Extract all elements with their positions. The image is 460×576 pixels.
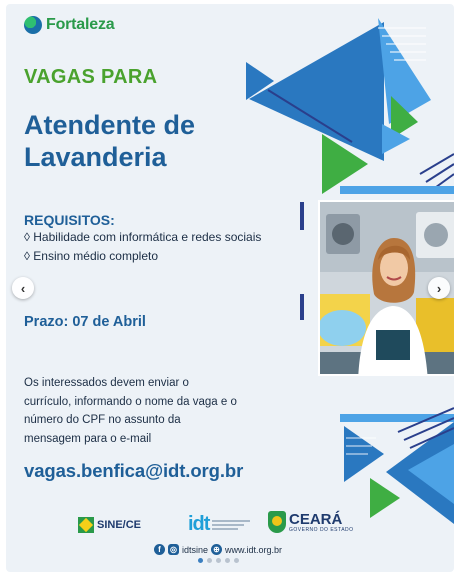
ceara-name: CEARÁ <box>289 510 343 528</box>
brand-name: Fortaleza <box>46 16 115 33</box>
requirement-item: ◊ Ensino médio completo <box>24 249 158 263</box>
light-blue-triangle <box>378 18 431 124</box>
navy-stripes <box>420 154 454 190</box>
requirements-list <box>24 228 261 266</box>
brand <box>24 16 114 34</box>
deadline: Prazo: 07 de Abril <box>24 314 146 330</box>
carousel-prev-button[interactable] <box>12 277 34 299</box>
social-handle: idtsine <box>182 544 209 555</box>
requirement-item: ◊ Habilidade com informática e redes sociais <box>24 230 262 244</box>
globe-icon: ⊕ <box>211 544 222 555</box>
navy-bar-left <box>300 202 304 230</box>
navy-bar-left-2 <box>300 294 304 320</box>
headline-kicker: VAGAS PARA <box>24 66 158 88</box>
light-blue-bar <box>340 186 454 194</box>
chevron-left-icon: ‹ <box>20 280 26 296</box>
carousel-dot[interactable] <box>225 558 230 563</box>
sine-ce-label: SINE/CE <box>97 519 142 531</box>
idt-subtitle-lines <box>212 520 250 530</box>
carousel-dot[interactable] <box>234 558 239 563</box>
carousel-dot[interactable] <box>198 558 203 563</box>
job-post-card <box>6 4 454 572</box>
instructions-text: Os interessados devem enviar o currículo, informando o nome da vaga e o número do CPF no assunto da mensagem para o e-mail <box>24 377 237 445</box>
website-link[interactable]: www.idt.org.br <box>225 544 283 555</box>
brazil-flag-icon <box>78 517 94 533</box>
ceara-government-logo <box>268 511 354 533</box>
ceara-subtitle: GOVERNO DO ESTADO <box>289 526 354 533</box>
contact-email: vagas.benfica@idt.org.br <box>24 460 244 481</box>
sine-ce-logo <box>78 517 141 533</box>
social-links <box>154 544 282 555</box>
fortaleza-logo-icon <box>24 16 42 34</box>
requirements-title: REQUISITOS: <box>24 212 115 228</box>
partner-logos <box>6 509 454 549</box>
chevron-right-icon: › <box>436 280 442 296</box>
carousel-dots <box>198 558 239 563</box>
job-title: Atendente de Lavanderia <box>24 110 196 172</box>
carousel-next-button[interactable] <box>428 277 450 299</box>
ceara-seal-icon <box>268 511 286 533</box>
facebook-icon: f <box>154 544 165 555</box>
instagram-icon: ◎ <box>168 544 179 555</box>
carousel-dot[interactable] <box>216 558 221 563</box>
idt-logo <box>188 513 250 536</box>
carousel-dot[interactable] <box>207 558 212 563</box>
idt-mark: idt <box>188 513 210 535</box>
